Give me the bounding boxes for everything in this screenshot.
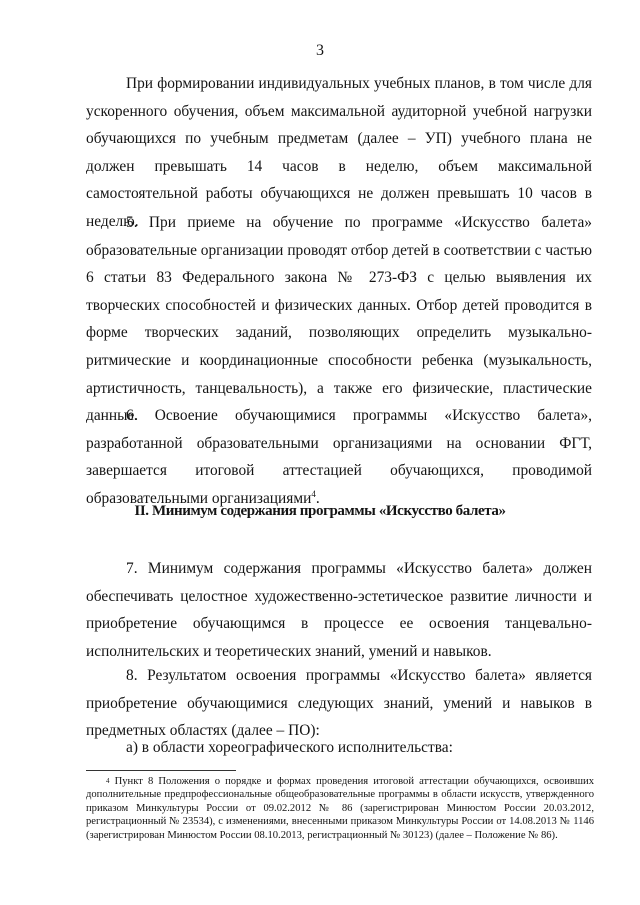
paragraph-a-choreography: а) в области хореографического исполнительства: xyxy=(126,739,453,756)
paragraph-6-attestation: 6. Освоение обучающимися программы «Искусство балета», разработанной образовательными организациями на основании ФГТ, завершается итоговой аттестацией обучающихся, проводимой образовательными организациями$^4$. xyxy=(86,407,592,507)
section-heading: II. Минимум содержания программы «Искусство балета» xyxy=(134,503,506,519)
footnote-separator xyxy=(86,770,236,771)
paragraph-7-minimum: 7. Минимум содержания программы «Искусство балета» должен обеспечивать целостное художественно-эстетическое развитие личности и приобретение обучающимся в процессе ее освоения танцевально-исполнительских и теоретических знаний, умений и навыков. xyxy=(86,560,592,660)
footnote-reference: 4 xyxy=(311,488,316,499)
paragraph-individual-plans: При формировании индивидуальных учебных планов, в том числе для ускоренного обучения, объем максимальной аудиторной учебной нагрузки обучающихся по учебным предметам (далее – УП) учебного плана не должен превышать 14 часов в неделю, объем максимальной самостоятельной работы обучающихся не должен превышать 10 часов в неделю. xyxy=(86,75,592,230)
page-number: 3 xyxy=(316,42,324,59)
paragraph-8-result: 8. Результатом освоения программы «Искусство балета» является приобретение обучающимися следующих знаний, умений и навыков в предметных областях (далее – ПО): xyxy=(86,667,592,740)
paragraph-5-admission: 5. При приеме на обучение по программе «Искусство балета» образовательные организации проводят отбор детей в соответствии с частью 6 статьи 83 Федерального закона № 273-ФЗ с целью выявления их творческих способностей и физических данных. Отбор детей проводится в форме творческих заданий, позволяющих определить музыкально-ритмические и координационные способности ребенка (музыкальность, артистичность, танцевальность), а также его физические, пластические данные. xyxy=(86,214,592,425)
footnote xyxy=(86,775,594,842)
footnote-text: Пункт 8 Положения о порядке и формах проведения итоговой аттестации обучающихся, освоивших дополнительные предпрофессиональные общеобразовательные программы в области искусств, утвержденного приказом Минкультуры России от 09.02.2012 № 86 (зарегистрирован Минюстом России 20.03.2012, регистрационный № 23534), с изменениями, внесенными приказом Минкультуры России от 14.08.2013 № 1146 (зарегистрирован Минюстом России 08.10.2013, регистрационный № 30123) (далее – Положение № 86). xyxy=(86,776,594,841)
footnote-mark: 4 xyxy=(106,777,110,785)
paragraph-6-text: 6. Освоение обучающимися программы «Искусство балета», разработанной образовательными организациями на основании ФГТ, завершается итоговой аттестацией обучающихся, проводимой образовательными организациями xyxy=(86,407,592,507)
